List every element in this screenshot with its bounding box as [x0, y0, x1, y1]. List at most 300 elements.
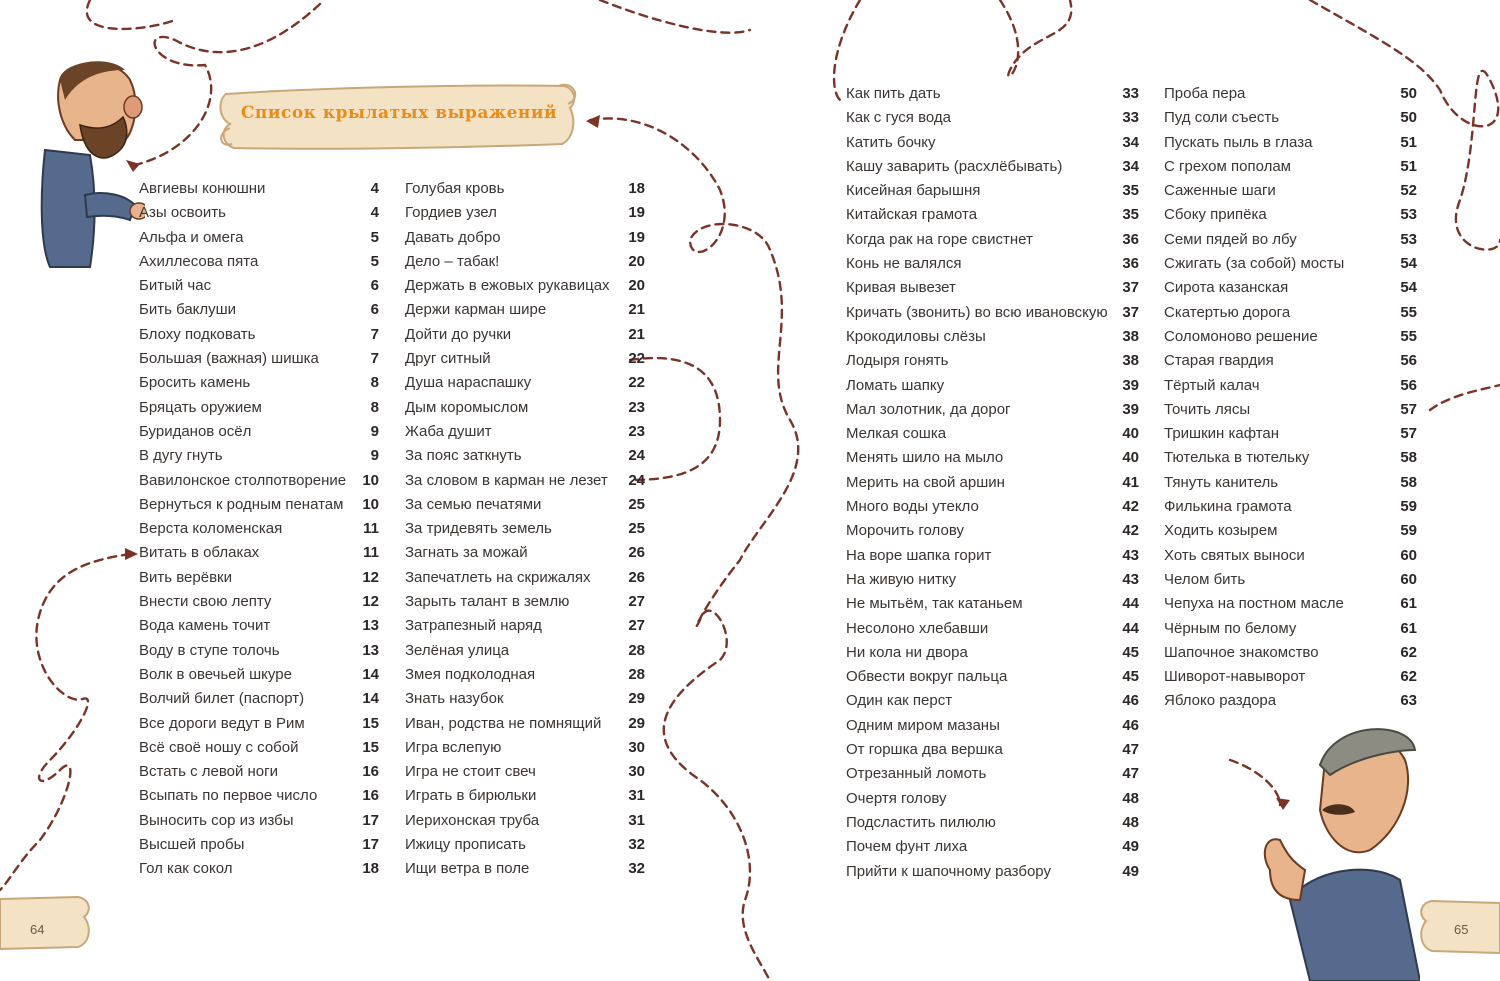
entry-page-number: 61 — [1400, 619, 1417, 637]
entry-page-number: 18 — [362, 860, 379, 878]
index-entry — [139, 420, 379, 444]
entry-page-number: 27 — [628, 593, 645, 611]
entry-phrase: Саженные шаги — [1164, 182, 1276, 200]
entry-page-number: 15 — [362, 738, 379, 756]
entry-page-number: 10 — [362, 471, 379, 489]
entry-page-number: 34 — [1122, 157, 1139, 175]
entry-phrase: Пуд соли съесть — [1164, 109, 1280, 127]
entry-page-number: 25 — [628, 520, 645, 538]
index-entry — [405, 663, 645, 687]
entry-page-number: 5 — [370, 228, 379, 246]
entry-page-number: 16 — [362, 763, 379, 781]
index-entry — [846, 228, 1139, 252]
entry-phrase: Знать назубок — [405, 690, 504, 708]
entry-phrase: Кашу заварить (расхлёбывать) — [846, 157, 1063, 175]
entry-page-number: 38 — [1122, 352, 1139, 370]
entry-page-number: 37 — [1122, 303, 1139, 321]
entry-page-number: 59 — [1400, 522, 1417, 540]
entry-page-number: 47 — [1122, 741, 1139, 759]
entry-phrase: Загнать за можай — [405, 544, 528, 562]
entry-page-number: 50 — [1400, 85, 1417, 102]
entry-phrase: Зарыть талант в землю — [405, 593, 570, 611]
entry-page-number: 16 — [362, 787, 379, 805]
index-entry — [139, 177, 379, 201]
entry-page-number: 29 — [628, 690, 645, 708]
entry-phrase: Голубая кровь — [405, 180, 505, 197]
entry-page-number: 30 — [628, 738, 645, 756]
entry-phrase: На воре шапка горит — [846, 546, 992, 564]
entry-phrase: Игра вслепую — [405, 738, 502, 756]
entry-page-number: 43 — [1122, 546, 1139, 564]
index-entry — [1164, 446, 1417, 470]
index-entry — [1164, 203, 1417, 227]
entry-page-number: 25 — [628, 495, 645, 513]
entry-phrase: Проба пера — [1164, 85, 1246, 102]
entry-page-number: 43 — [1122, 570, 1139, 588]
entry-page-number: 60 — [1400, 570, 1417, 588]
entry-page-number: 35 — [1122, 182, 1139, 200]
index-entry — [405, 541, 645, 565]
index-entry — [139, 712, 379, 736]
entry-phrase: Много воды утекло — [846, 498, 979, 516]
entry-phrase: Бросить камень — [139, 374, 251, 392]
entry-page-number: 28 — [628, 665, 645, 683]
entry-page-number: 40 — [1122, 425, 1139, 443]
index-entry — [846, 689, 1139, 713]
entry-page-number: 42 — [1122, 522, 1139, 540]
entry-phrase: Давать добро — [405, 228, 501, 246]
entry-page-number: 17 — [362, 811, 379, 829]
entry-phrase: Чепуха на постном масле — [1164, 595, 1344, 613]
index-entry — [405, 274, 645, 298]
index-entry — [405, 614, 645, 638]
man-in-cap-illustration — [1250, 720, 1420, 981]
index-entry — [1164, 568, 1417, 592]
entry-phrase: Катить бочку — [846, 133, 936, 151]
entry-page-number: 22 — [628, 350, 645, 368]
index-entry — [846, 519, 1139, 543]
title-scroll-banner — [218, 78, 580, 152]
index-entry — [139, 323, 379, 347]
entry-page-number: 56 — [1400, 352, 1417, 370]
index-entry — [405, 469, 645, 493]
entry-page-number: 61 — [1400, 595, 1417, 613]
entry-page-number: 31 — [628, 787, 645, 805]
entry-phrase: Гордиев узел — [405, 204, 497, 222]
index-entry — [139, 736, 379, 760]
entry-phrase: Встать с левой ноги — [139, 763, 278, 781]
entry-page-number: 47 — [1122, 765, 1139, 783]
index-entry — [846, 665, 1139, 689]
index-entry — [405, 323, 645, 347]
entry-phrase: С грехом пополам — [1164, 157, 1291, 175]
index-entry — [139, 226, 379, 250]
index-entry — [139, 639, 379, 663]
entry-page-number: 8 — [370, 398, 379, 416]
index-entry — [1164, 276, 1417, 300]
index-entry — [846, 374, 1139, 398]
index-entry — [846, 471, 1139, 495]
entry-phrase: Как с гуся вода — [846, 109, 951, 127]
entry-phrase: Ни кола ни двора — [846, 643, 968, 661]
entry-page-number: 39 — [1122, 400, 1139, 418]
entry-phrase: Кривая вывезет — [846, 279, 956, 297]
index-entry — [139, 493, 379, 517]
entry-phrase: Прийти к шапочному разбору — [846, 862, 1051, 880]
entry-page-number: 55 — [1400, 303, 1417, 321]
entry-page-number: 39 — [1122, 376, 1139, 394]
index-entry — [139, 517, 379, 541]
entry-phrase: Ижицу прописать — [405, 836, 526, 854]
entry-page-number: 13 — [362, 641, 379, 659]
index-entry — [405, 784, 645, 808]
entry-phrase: Игра не стоит свеч — [405, 763, 536, 781]
entry-page-number: 12 — [362, 593, 379, 611]
entry-page-number: 27 — [628, 617, 645, 635]
index-entry — [1164, 179, 1417, 203]
entry-phrase: Дело – табак! — [405, 252, 500, 270]
entry-page-number: 34 — [1122, 133, 1139, 151]
index-entry — [846, 398, 1139, 422]
entry-phrase: Мелкая сошка — [846, 425, 947, 443]
index-column-1 — [139, 177, 379, 882]
entry-phrase: Яблоко раздора — [1164, 692, 1277, 710]
entry-phrase: Высшей пробы — [139, 836, 245, 854]
entry-phrase: Менять шило на мыло — [846, 449, 1004, 467]
index-entry — [846, 276, 1139, 300]
index-entry — [139, 687, 379, 711]
entry-phrase: Внести свою лепту — [139, 593, 272, 611]
entry-page-number: 8 — [370, 374, 379, 392]
entry-phrase: Ходить козырем — [1164, 522, 1278, 540]
entry-phrase: Выносить сор из избы — [139, 811, 294, 829]
entry-phrase: Чёрным по белому — [1164, 619, 1297, 637]
entry-page-number: 22 — [628, 374, 645, 392]
entry-page-number: 35 — [1122, 206, 1139, 224]
entry-phrase: Всё своё ношу с собой — [139, 738, 299, 756]
index-entry — [846, 422, 1139, 446]
entry-phrase: Вить верёвки — [139, 568, 232, 586]
index-entry — [846, 325, 1139, 349]
entry-page-number: 24 — [628, 447, 645, 465]
entry-phrase: Большая (важная) шишка — [139, 350, 319, 368]
entry-page-number: 54 — [1400, 255, 1417, 273]
entry-phrase: Вернуться к родным пенатам — [139, 495, 344, 513]
entry-phrase: Тёртый калач — [1164, 376, 1260, 394]
entry-page-number: 45 — [1122, 668, 1139, 686]
index-column-2 — [405, 177, 645, 882]
index-entry — [405, 736, 645, 760]
entry-phrase: Битый час — [139, 277, 212, 295]
entry-page-number: 40 — [1122, 449, 1139, 467]
index-entry — [1164, 689, 1417, 713]
index-entry — [139, 663, 379, 687]
entry-page-number: 30 — [628, 763, 645, 781]
entry-page-number: 20 — [628, 277, 645, 295]
entry-phrase: Хоть святых выноси — [1164, 546, 1305, 564]
entry-page-number: 37 — [1122, 279, 1139, 297]
entry-page-number: 19 — [628, 204, 645, 222]
index-entry — [405, 760, 645, 784]
index-entry — [405, 177, 645, 201]
entry-page-number: 4 — [370, 204, 379, 222]
index-entry — [139, 833, 379, 857]
entry-page-number: 29 — [628, 714, 645, 732]
entry-phrase: Ломать шапку — [846, 376, 945, 394]
index-entry — [139, 590, 379, 614]
index-entry — [1164, 349, 1417, 373]
entry-page-number: 57 — [1400, 400, 1417, 418]
entry-page-number: 54 — [1400, 279, 1417, 297]
entry-phrase: Один как перст — [846, 692, 953, 710]
entry-page-number: 32 — [628, 836, 645, 854]
entry-page-number: 17 — [362, 836, 379, 854]
entry-page-number: 23 — [628, 398, 645, 416]
entry-page-number: 7 — [370, 350, 379, 368]
index-entry — [1164, 155, 1417, 179]
entry-page-number: 6 — [370, 277, 379, 295]
index-entry — [1164, 471, 1417, 495]
entry-page-number: 36 — [1122, 230, 1139, 248]
entry-page-number: 24 — [628, 471, 645, 489]
index-entry — [405, 371, 645, 395]
entry-page-number: 33 — [1122, 85, 1139, 102]
entry-phrase: Соломоново решение — [1164, 327, 1318, 345]
entry-phrase: Жаба душит — [405, 422, 492, 440]
entry-page-number: 53 — [1400, 230, 1417, 248]
entry-phrase: Дым коромыслом — [405, 398, 529, 416]
index-entry — [405, 566, 645, 590]
index-entry — [846, 811, 1139, 835]
entry-page-number: 60 — [1400, 546, 1417, 564]
entry-phrase: Верста коломенская — [139, 520, 283, 538]
index-entry — [846, 106, 1139, 130]
entry-phrase: Держи карман шире — [405, 301, 547, 319]
entry-phrase: Тянуть канитель — [1164, 473, 1279, 491]
entry-phrase: Конь не валялся — [846, 255, 962, 273]
entry-phrase: Пускать пыль в глаза — [1164, 133, 1313, 151]
index-entry — [846, 835, 1139, 859]
entry-page-number: 50 — [1400, 109, 1417, 127]
entry-page-number: 15 — [362, 714, 379, 732]
index-entry — [405, 639, 645, 663]
entry-phrase: Гол как сокол — [139, 860, 233, 878]
entry-phrase: Все дороги ведут в Рим — [139, 714, 305, 732]
index-entry — [139, 760, 379, 784]
index-entry — [139, 541, 379, 565]
entry-page-number: 11 — [363, 520, 379, 538]
entry-phrase: Змея подколодная — [405, 665, 536, 683]
index-entry — [139, 857, 379, 881]
entry-phrase: Всыпать по первое число — [139, 787, 318, 805]
index-entry — [1164, 106, 1417, 130]
index-entry — [405, 420, 645, 444]
entry-phrase: Иван, родства не помнящий — [405, 714, 602, 732]
entry-page-number: 45 — [1122, 643, 1139, 661]
index-entry — [139, 201, 379, 225]
index-entry — [405, 201, 645, 225]
entry-phrase: Семи пядей во лбу — [1164, 230, 1297, 248]
entry-phrase: Бряцать оружием — [139, 398, 262, 416]
entry-phrase: Волчий билет (паспорт) — [139, 690, 305, 708]
index-entry — [846, 82, 1139, 106]
index-entry — [405, 857, 645, 881]
index-entry — [1164, 544, 1417, 568]
entry-page-number: 28 — [628, 641, 645, 659]
entry-phrase: Скатертью дорога — [1164, 303, 1291, 321]
entry-phrase: Иерихонская труба — [405, 811, 540, 829]
entry-phrase: Лодыря гонять — [846, 352, 949, 370]
entry-phrase: Азы освоить — [139, 204, 226, 222]
entry-phrase: Играть в бирюльки — [405, 787, 537, 805]
entry-page-number: 21 — [628, 301, 645, 319]
index-entry — [139, 371, 379, 395]
entry-phrase: Альфа и омега — [139, 228, 244, 246]
entry-page-number: 38 — [1122, 327, 1139, 345]
entry-page-number: 57 — [1400, 425, 1417, 443]
index-column-3 — [846, 82, 1139, 884]
index-entry — [405, 226, 645, 250]
entry-page-number: 56 — [1400, 376, 1417, 394]
entry-page-number: 12 — [362, 568, 379, 586]
entry-page-number: 14 — [362, 665, 379, 683]
entry-page-number: 52 — [1400, 182, 1417, 200]
index-entry — [1164, 398, 1417, 422]
index-entry — [405, 712, 645, 736]
index-entry — [405, 687, 645, 711]
index-entry — [405, 347, 645, 371]
entry-phrase: Шиворот-навыворот — [1164, 668, 1306, 686]
entry-page-number: 6 — [370, 301, 379, 319]
index-entry — [405, 833, 645, 857]
entry-phrase: Как пить дать — [846, 85, 941, 102]
entry-page-number: 62 — [1400, 643, 1417, 661]
index-entry — [1164, 519, 1417, 543]
entry-phrase: От горшка два вершка — [846, 741, 1003, 759]
entry-phrase: Ищи ветра в поле — [405, 860, 530, 878]
entry-phrase: Отрезанный ломоть — [846, 765, 987, 783]
index-entry — [1164, 228, 1417, 252]
entry-phrase: Крокодиловы слёзы — [846, 327, 986, 345]
entry-phrase: Ахиллесова пята — [139, 252, 259, 270]
entry-phrase: Мал золотник, да дорог — [846, 400, 1011, 418]
entry-phrase: На живую нитку — [846, 570, 957, 588]
index-entry — [846, 860, 1139, 884]
entry-page-number: 19 — [628, 228, 645, 246]
page-title: Список крылатых выражений — [240, 103, 558, 123]
page-number-left: 64 — [30, 922, 45, 937]
page-number-right: 65 — [1454, 922, 1469, 937]
entry-phrase: Друг ситный — [405, 350, 491, 368]
entry-page-number: 23 — [628, 422, 645, 440]
entry-phrase: Вавилонское столпотворение — [139, 471, 347, 489]
entry-phrase: Несолоно хлебавши — [846, 619, 989, 637]
index-entry — [846, 446, 1139, 470]
entry-phrase: Точить лясы — [1164, 400, 1251, 418]
index-entry — [405, 493, 645, 517]
index-entry — [139, 444, 379, 468]
entry-page-number: 53 — [1400, 206, 1417, 224]
index-entry — [139, 566, 379, 590]
index-entry — [405, 517, 645, 541]
bearded-man-illustration — [35, 55, 145, 270]
entry-phrase: Блоху подковать — [139, 325, 256, 343]
entry-phrase: Мерить на свой аршин — [846, 473, 1005, 491]
entry-phrase: Витать в облаках — [139, 544, 260, 562]
entry-page-number: 32 — [628, 860, 645, 878]
index-entry — [139, 347, 379, 371]
index-entry — [846, 762, 1139, 786]
index-entry — [1164, 82, 1417, 106]
entry-page-number: 5 — [370, 252, 379, 270]
entry-page-number: 41 — [1122, 473, 1139, 491]
index-entry — [139, 614, 379, 638]
entry-phrase: Сбоку припёка — [1164, 206, 1267, 224]
entry-page-number: 55 — [1400, 327, 1417, 345]
entry-phrase: Китайская грамота — [846, 206, 978, 224]
index-entry — [846, 568, 1139, 592]
index-entry — [846, 349, 1139, 373]
entry-page-number: 58 — [1400, 449, 1417, 467]
index-entry — [1164, 131, 1417, 155]
entry-phrase: Воду в ступе толочь — [139, 641, 280, 659]
index-entry — [846, 617, 1139, 641]
entry-page-number: 36 — [1122, 255, 1139, 273]
entry-phrase: Одним миром мазаны — [846, 716, 1000, 734]
index-entry — [1164, 592, 1417, 616]
index-entry — [405, 250, 645, 274]
entry-page-number: 10 — [362, 495, 379, 513]
index-entry — [1164, 641, 1417, 665]
entry-page-number: 26 — [628, 544, 645, 562]
entry-page-number: 44 — [1122, 595, 1139, 613]
index-entry — [846, 738, 1139, 762]
entry-phrase: Запечатлеть на скрижалях — [405, 568, 591, 586]
entry-page-number: 49 — [1122, 862, 1139, 880]
index-entry — [405, 809, 645, 833]
entry-phrase: За пояс заткнуть — [405, 447, 522, 465]
entry-page-number: 11 — [363, 544, 379, 562]
entry-phrase: В дугу гнуть — [139, 447, 223, 465]
entry-phrase: Душа нараспашку — [405, 374, 532, 392]
entry-phrase: Держать в ежовых рукавицах — [405, 277, 610, 295]
index-entry — [139, 809, 379, 833]
entry-phrase: Морочить голову — [846, 522, 964, 540]
entry-page-number: 48 — [1122, 813, 1139, 831]
index-entry — [139, 250, 379, 274]
entry-phrase: Обвести вокруг пальца — [846, 668, 1008, 686]
entry-phrase: За словом в карман не лезет — [405, 471, 608, 489]
index-entry — [846, 155, 1139, 179]
index-entry — [846, 787, 1139, 811]
index-entry — [139, 469, 379, 493]
entry-phrase: Вода камень точит — [139, 617, 271, 635]
entry-phrase: Шапочное знакомство — [1164, 643, 1319, 661]
index-entry — [405, 298, 645, 322]
entry-page-number: 26 — [628, 568, 645, 586]
index-entry — [846, 592, 1139, 616]
entry-phrase: Сжигать (за собой) мосты — [1164, 255, 1345, 273]
index-entry — [139, 396, 379, 420]
entry-page-number: 18 — [628, 180, 645, 197]
entry-page-number: 13 — [362, 617, 379, 635]
entry-page-number: 46 — [1122, 692, 1139, 710]
index-entry — [139, 298, 379, 322]
index-entry — [846, 179, 1139, 203]
index-entry — [1164, 252, 1417, 276]
entry-page-number: 31 — [628, 811, 645, 829]
entry-page-number: 51 — [1400, 157, 1417, 175]
